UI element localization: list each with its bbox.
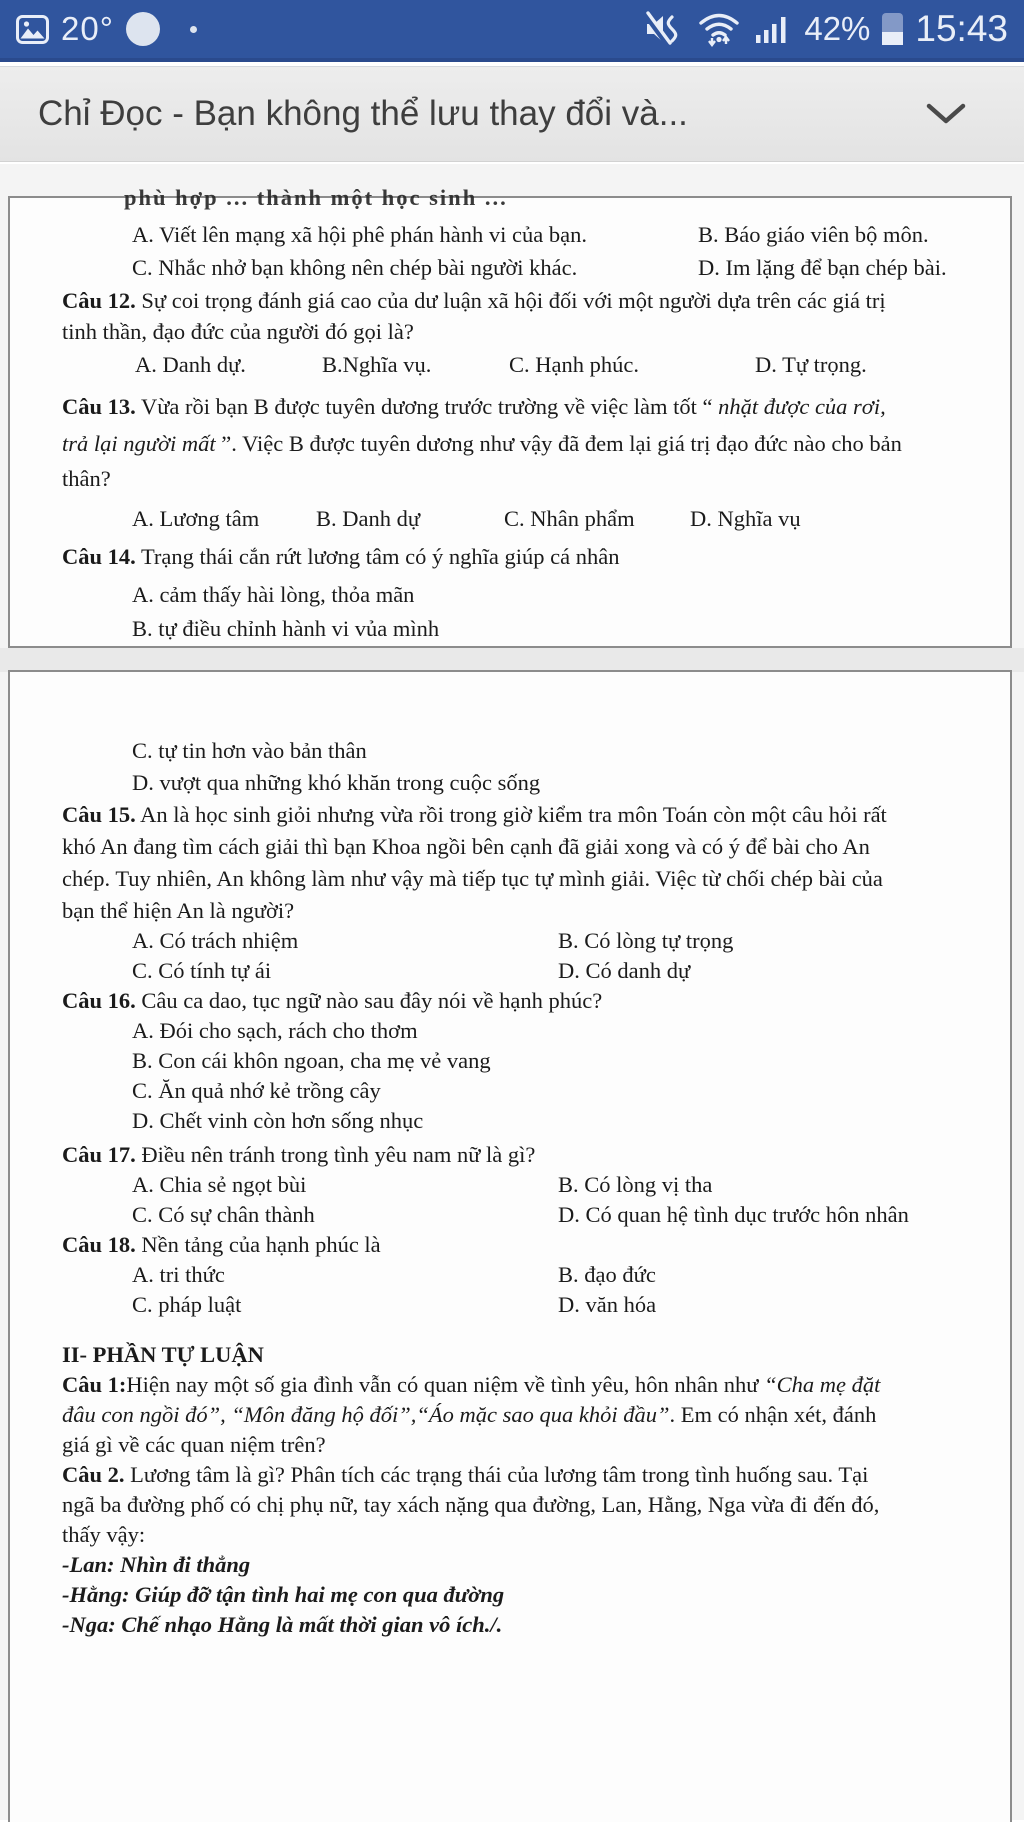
doc-line — [10, 896, 1010, 930]
doc-text: C. Hạnh phúc. — [509, 352, 639, 377]
title-bar[interactable] — [0, 66, 1024, 162]
doc-text: D. vượt qua những khó khăn trong cuộc sống — [132, 770, 541, 795]
doc-text: đâu con ngồi đó”, “Môn đăng hộ đối”,“Áo mặc sao qua khỏi đầu”. Em có nhận xét, đánh — [62, 1402, 877, 1427]
doc-line — [10, 542, 1010, 576]
doc-text: C. Nhân phẩm — [504, 506, 635, 531]
doc-text: C. Nhắc nhở bạn không nên chép bài người khác. — [132, 255, 578, 280]
doc-line — [10, 1370, 1010, 1404]
doc-line — [10, 956, 1010, 990]
doc-text: A. Viết lên mạng xã hội phê phán hành vi của bạn. — [132, 222, 587, 247]
doc-text: D. Chết vinh còn hơn sống nhục — [132, 1108, 424, 1133]
doc-line — [10, 1400, 1010, 1434]
battery-icon — [882, 13, 903, 45]
signal-icon — [754, 13, 792, 45]
doc-line — [10, 350, 1010, 384]
gallery-icon — [16, 15, 49, 44]
doc-line — [10, 926, 1010, 960]
doc-text: khó An đang tìm cách giải thì bạn Khoa ngồi bên cạnh đã giải xong và có ý để bài cho An — [62, 834, 870, 859]
doc-line — [10, 1076, 1010, 1110]
doc-line — [10, 1230, 1010, 1264]
doc-text: B. tự điều chỉnh hành vi vủa mình — [132, 616, 440, 641]
doc-page-2-lines — [10, 672, 1010, 1822]
doc-text: chép. Tuy nhiên, An không làm như vậy mà tiếp tục tự mình giải. Việc từ chối chép bài của — [62, 866, 883, 891]
doc-line — [10, 1550, 1010, 1584]
doc-text: C. Ăn quả nhớ kẻ trồng cây — [132, 1078, 381, 1103]
doc-text: C. pháp luật — [132, 1292, 242, 1317]
doc-line — [10, 464, 1010, 498]
weather-icon — [126, 12, 160, 46]
doc-text: -Nga: Chế nhạo Hằng là mất thời gian vô ích./. — [62, 1612, 503, 1637]
doc-text: B. đạo đức — [558, 1262, 656, 1287]
doc-text: B. Danh dự — [316, 506, 421, 531]
doc-text: Câu 16. Câu ca dao, tục ngữ nào sau đây nói về hạnh phúc? — [62, 988, 603, 1013]
doc-line — [10, 1260, 1010, 1294]
doc-text: bạn thể hiện An là người? — [62, 898, 295, 923]
doc-text: Câu 15. An là học sinh giỏi nhưng vừa rồi trong giờ kiểm tra môn Toán còn một câu hỏi rất — [62, 802, 887, 827]
doc-line — [10, 1170, 1010, 1204]
status-bar — [0, 0, 1024, 62]
doc-text: thân? — [62, 466, 111, 491]
doc-text: D. Có danh dự — [558, 958, 691, 983]
doc-line — [10, 253, 1010, 287]
doc-line — [10, 1106, 1010, 1140]
doc-text: D. Tự trọng. — [755, 352, 867, 377]
doc-page-1 — [8, 185, 1012, 648]
clock-label: 15:43 — [915, 8, 1008, 49]
doc-line — [10, 392, 1010, 426]
doc-text: phù hợp ... thành một học sinh ... — [124, 185, 508, 210]
mute-vibrate-icon — [644, 11, 684, 47]
doc-text: -Hằng: Giúp đỡ tận tình hai mẹ con qua đường — [62, 1582, 505, 1607]
doc-line — [10, 1340, 1010, 1374]
battery-percent-label: 42% — [804, 10, 871, 47]
doc-line — [10, 736, 1010, 770]
doc-text: A. cảm thấy hài lòng, thỏa mãn — [132, 582, 415, 607]
doc-line — [10, 286, 1010, 320]
doc-line — [10, 220, 1010, 254]
doc-line — [10, 864, 1010, 898]
doc-line — [10, 1460, 1010, 1494]
doc-text: Câu 17. Điều nên tránh trong tình yêu nam nữ là gì? — [62, 1142, 536, 1167]
doc-text: ngã ba đường phố có chị phụ nữ, tay xách nặng qua đường, Lan, Hằng, Nga vừa đi đến đó, — [62, 1492, 880, 1517]
status-bar-right — [644, 8, 1008, 50]
doc-text: B. Có lòng vị tha — [558, 1172, 713, 1197]
doc-line — [10, 1490, 1010, 1524]
doc-text: C. Có tính tự ái — [132, 958, 272, 983]
doc-line — [10, 986, 1010, 1020]
doc-line — [10, 580, 1010, 614]
doc-text: C. tự tin hơn vào bản thân — [132, 738, 367, 763]
doc-text: II- PHẦN TỰ LUẬN — [62, 1342, 264, 1367]
doc-text: giá gì về các quan niệm trên? — [62, 1432, 326, 1457]
doc-text: D. Im lặng để bạn chép bài. — [698, 255, 947, 280]
doc-text: B.Nghĩa vụ. — [322, 352, 432, 377]
doc-text: B. Báo giáo viên bộ môn. — [698, 222, 929, 247]
doc-line — [10, 429, 1010, 463]
page-gap — [0, 648, 1024, 672]
doc-page-2 — [8, 670, 1012, 1822]
doc-text: A. Chia sẻ ngọt bùi — [132, 1172, 307, 1197]
doc-line — [10, 1200, 1010, 1234]
doc-text: A. Đói cho sạch, rách cho thơm — [132, 1018, 418, 1043]
doc-text: -Lan: Nhìn đi thẳng — [62, 1552, 251, 1577]
chevron-down-icon[interactable] — [922, 100, 970, 128]
status-bar-left — [16, 10, 197, 48]
doc-text: D. Có quan hệ tình dục trước hôn nhân — [558, 1202, 909, 1227]
doc-text: thấy vậy: — [62, 1522, 146, 1547]
doc-line — [10, 614, 1010, 648]
doc-line — [10, 800, 1010, 834]
document-scroll-area[interactable] — [0, 164, 1024, 1820]
notification-dot — [190, 26, 197, 33]
doc-line — [10, 1016, 1010, 1050]
doc-line — [10, 185, 1010, 210]
doc-text: B. Con cái khôn ngoan, cha mẹ vẻ vang — [132, 1048, 491, 1073]
doc-text: D. văn hóa — [558, 1292, 657, 1317]
wifi-icon — [696, 10, 742, 48]
doc-text: Câu 1:Hiện nay một số gia đình vẫn có quan niệm về tình yêu, hôn nhân như “Cha mẹ đặt — [62, 1372, 881, 1397]
doc-text: Câu 18. Nền tảng của hạnh phúc là — [62, 1232, 381, 1257]
doc-text: Câu 12. Sự coi trọng đánh giá cao của dư luận xã hội đối với một người dựa trên các giá trị — [62, 288, 886, 313]
doc-line — [10, 1046, 1010, 1080]
doc-line — [10, 1290, 1010, 1324]
doc-text: B. Có lòng tự trọng — [558, 928, 734, 953]
document-title: Chỉ Đọc - Bạn không thể lưu thay đổi và... — [38, 94, 688, 133]
doc-line — [10, 1430, 1010, 1464]
doc-line — [10, 1520, 1010, 1554]
doc-line — [10, 768, 1010, 802]
doc-text: Câu 2. Lương tâm là gì? Phân tích các trạng thái của lương tâm trong tình huống sau. Tại — [62, 1462, 869, 1487]
doc-line — [10, 504, 1010, 538]
doc-line — [10, 832, 1010, 866]
doc-text: A. Danh dự. — [135, 352, 246, 377]
doc-text: A. Lương tâm — [132, 506, 260, 531]
doc-line — [10, 1610, 1010, 1644]
doc-text: Câu 13. Vừa rồi bạn B được tuyên dương trước trường về việc làm tốt “ nhặt được của rơi, — [62, 394, 886, 419]
doc-page-1-lines — [10, 185, 1010, 646]
doc-text: Câu 14. Trạng thái cắn rứt lương tâm có ý nghĩa giúp cá nhân — [62, 544, 620, 569]
doc-text: C. Có sự chân thành — [132, 1202, 315, 1227]
doc-text: A. Có trách nhiệm — [132, 928, 299, 953]
doc-line — [10, 317, 1010, 351]
doc-text: D. Nghĩa vụ — [690, 506, 801, 531]
doc-text: tinh thần, đạo đức của người đó gọi là? — [62, 319, 414, 344]
doc-text: A. tri thức — [132, 1262, 225, 1287]
doc-line — [10, 1580, 1010, 1614]
doc-line — [10, 1140, 1010, 1174]
temperature-label: 20° — [61, 10, 114, 47]
doc-text: trả lại người mất ”. Việc B được tuyên dương như vậy đã đem lại giá trị đạo đức nào cho bản — [62, 431, 902, 456]
